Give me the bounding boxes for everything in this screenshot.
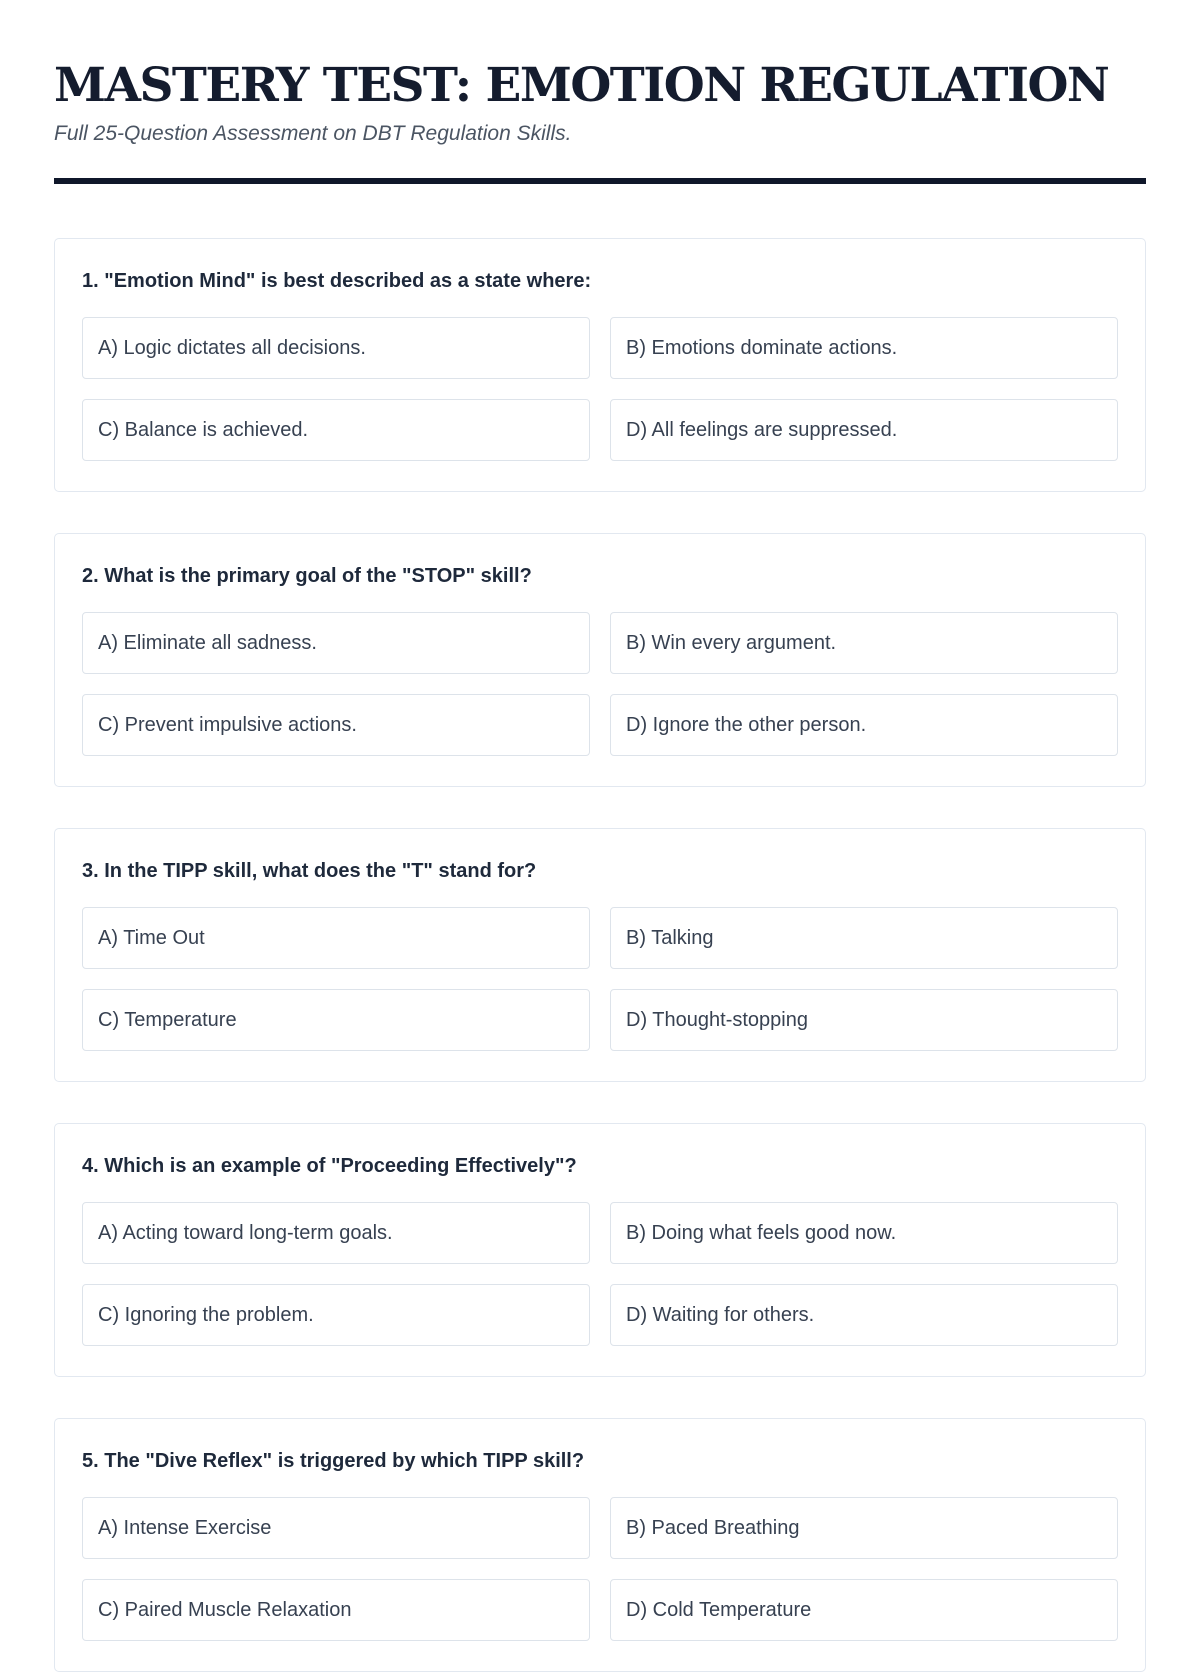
- answer-options: [82, 1202, 1118, 1346]
- question-list: [54, 238, 1146, 1672]
- answer-option-a[interactable]: A) Time Out: [82, 907, 590, 969]
- page-header: [54, 0, 1146, 184]
- answer-option-b[interactable]: B) Talking: [610, 907, 1118, 969]
- answer-options: [82, 317, 1118, 461]
- answer-options: [82, 1497, 1118, 1641]
- question-text: 2. What is the primary goal of the "STOP" skill?: [82, 565, 532, 587]
- question-card-5: [54, 1418, 1146, 1672]
- answer-option-b[interactable]: B) Paced Breathing: [610, 1497, 1118, 1559]
- question-text: 5. The "Dive Reflex" is triggered by which TIPP skill?: [82, 1450, 585, 1472]
- answer-option-a[interactable]: A) Logic dictates all decisions.: [82, 317, 590, 379]
- page-title: MASTERY TEST: EMOTION REGULATION: [54, 58, 1109, 113]
- header-divider: [54, 178, 1146, 184]
- question-card-1: [54, 238, 1146, 492]
- answer-option-a[interactable]: A) Eliminate all sadness.: [82, 612, 590, 674]
- question-text: 1. "Emotion Mind" is best described as a state where:: [82, 270, 592, 292]
- question-text: 4. Which is an example of "Proceeding Effectively"?: [82, 1155, 577, 1177]
- page-subtitle: Full 25-Question Assessment on DBT Regulation Skills.: [54, 122, 572, 145]
- answer-option-d[interactable]: D) Cold Temperature: [610, 1579, 1118, 1641]
- answer-option-c[interactable]: C) Prevent impulsive actions.: [82, 694, 590, 756]
- answer-options: [82, 612, 1118, 756]
- answer-option-c[interactable]: C) Paired Muscle Relaxation: [82, 1579, 590, 1641]
- answer-option-b[interactable]: B) Emotions dominate actions.: [610, 317, 1118, 379]
- answer-option-a[interactable]: A) Intense Exercise: [82, 1497, 590, 1559]
- answer-option-d[interactable]: D) Ignore the other person.: [610, 694, 1118, 756]
- question-card-3: [54, 828, 1146, 1082]
- answer-option-c[interactable]: C) Balance is achieved.: [82, 399, 590, 461]
- answer-option-d[interactable]: D) Waiting for others.: [610, 1284, 1118, 1346]
- answer-option-c[interactable]: C) Temperature: [82, 989, 590, 1051]
- answer-option-a[interactable]: A) Acting toward long-term goals.: [82, 1202, 590, 1264]
- answer-option-c[interactable]: C) Ignoring the problem.: [82, 1284, 590, 1346]
- answer-option-d[interactable]: D) Thought-stopping: [610, 989, 1118, 1051]
- answer-option-b[interactable]: B) Win every argument.: [610, 612, 1118, 674]
- question-text: 3. In the TIPP skill, what does the "T" stand for?: [82, 860, 537, 882]
- answer-option-d[interactable]: D) All feelings are suppressed.: [610, 399, 1118, 461]
- answer-option-b[interactable]: B) Doing what feels good now.: [610, 1202, 1118, 1264]
- question-card-2: [54, 533, 1146, 787]
- question-card-4: [54, 1123, 1146, 1377]
- answer-options: [82, 907, 1118, 1051]
